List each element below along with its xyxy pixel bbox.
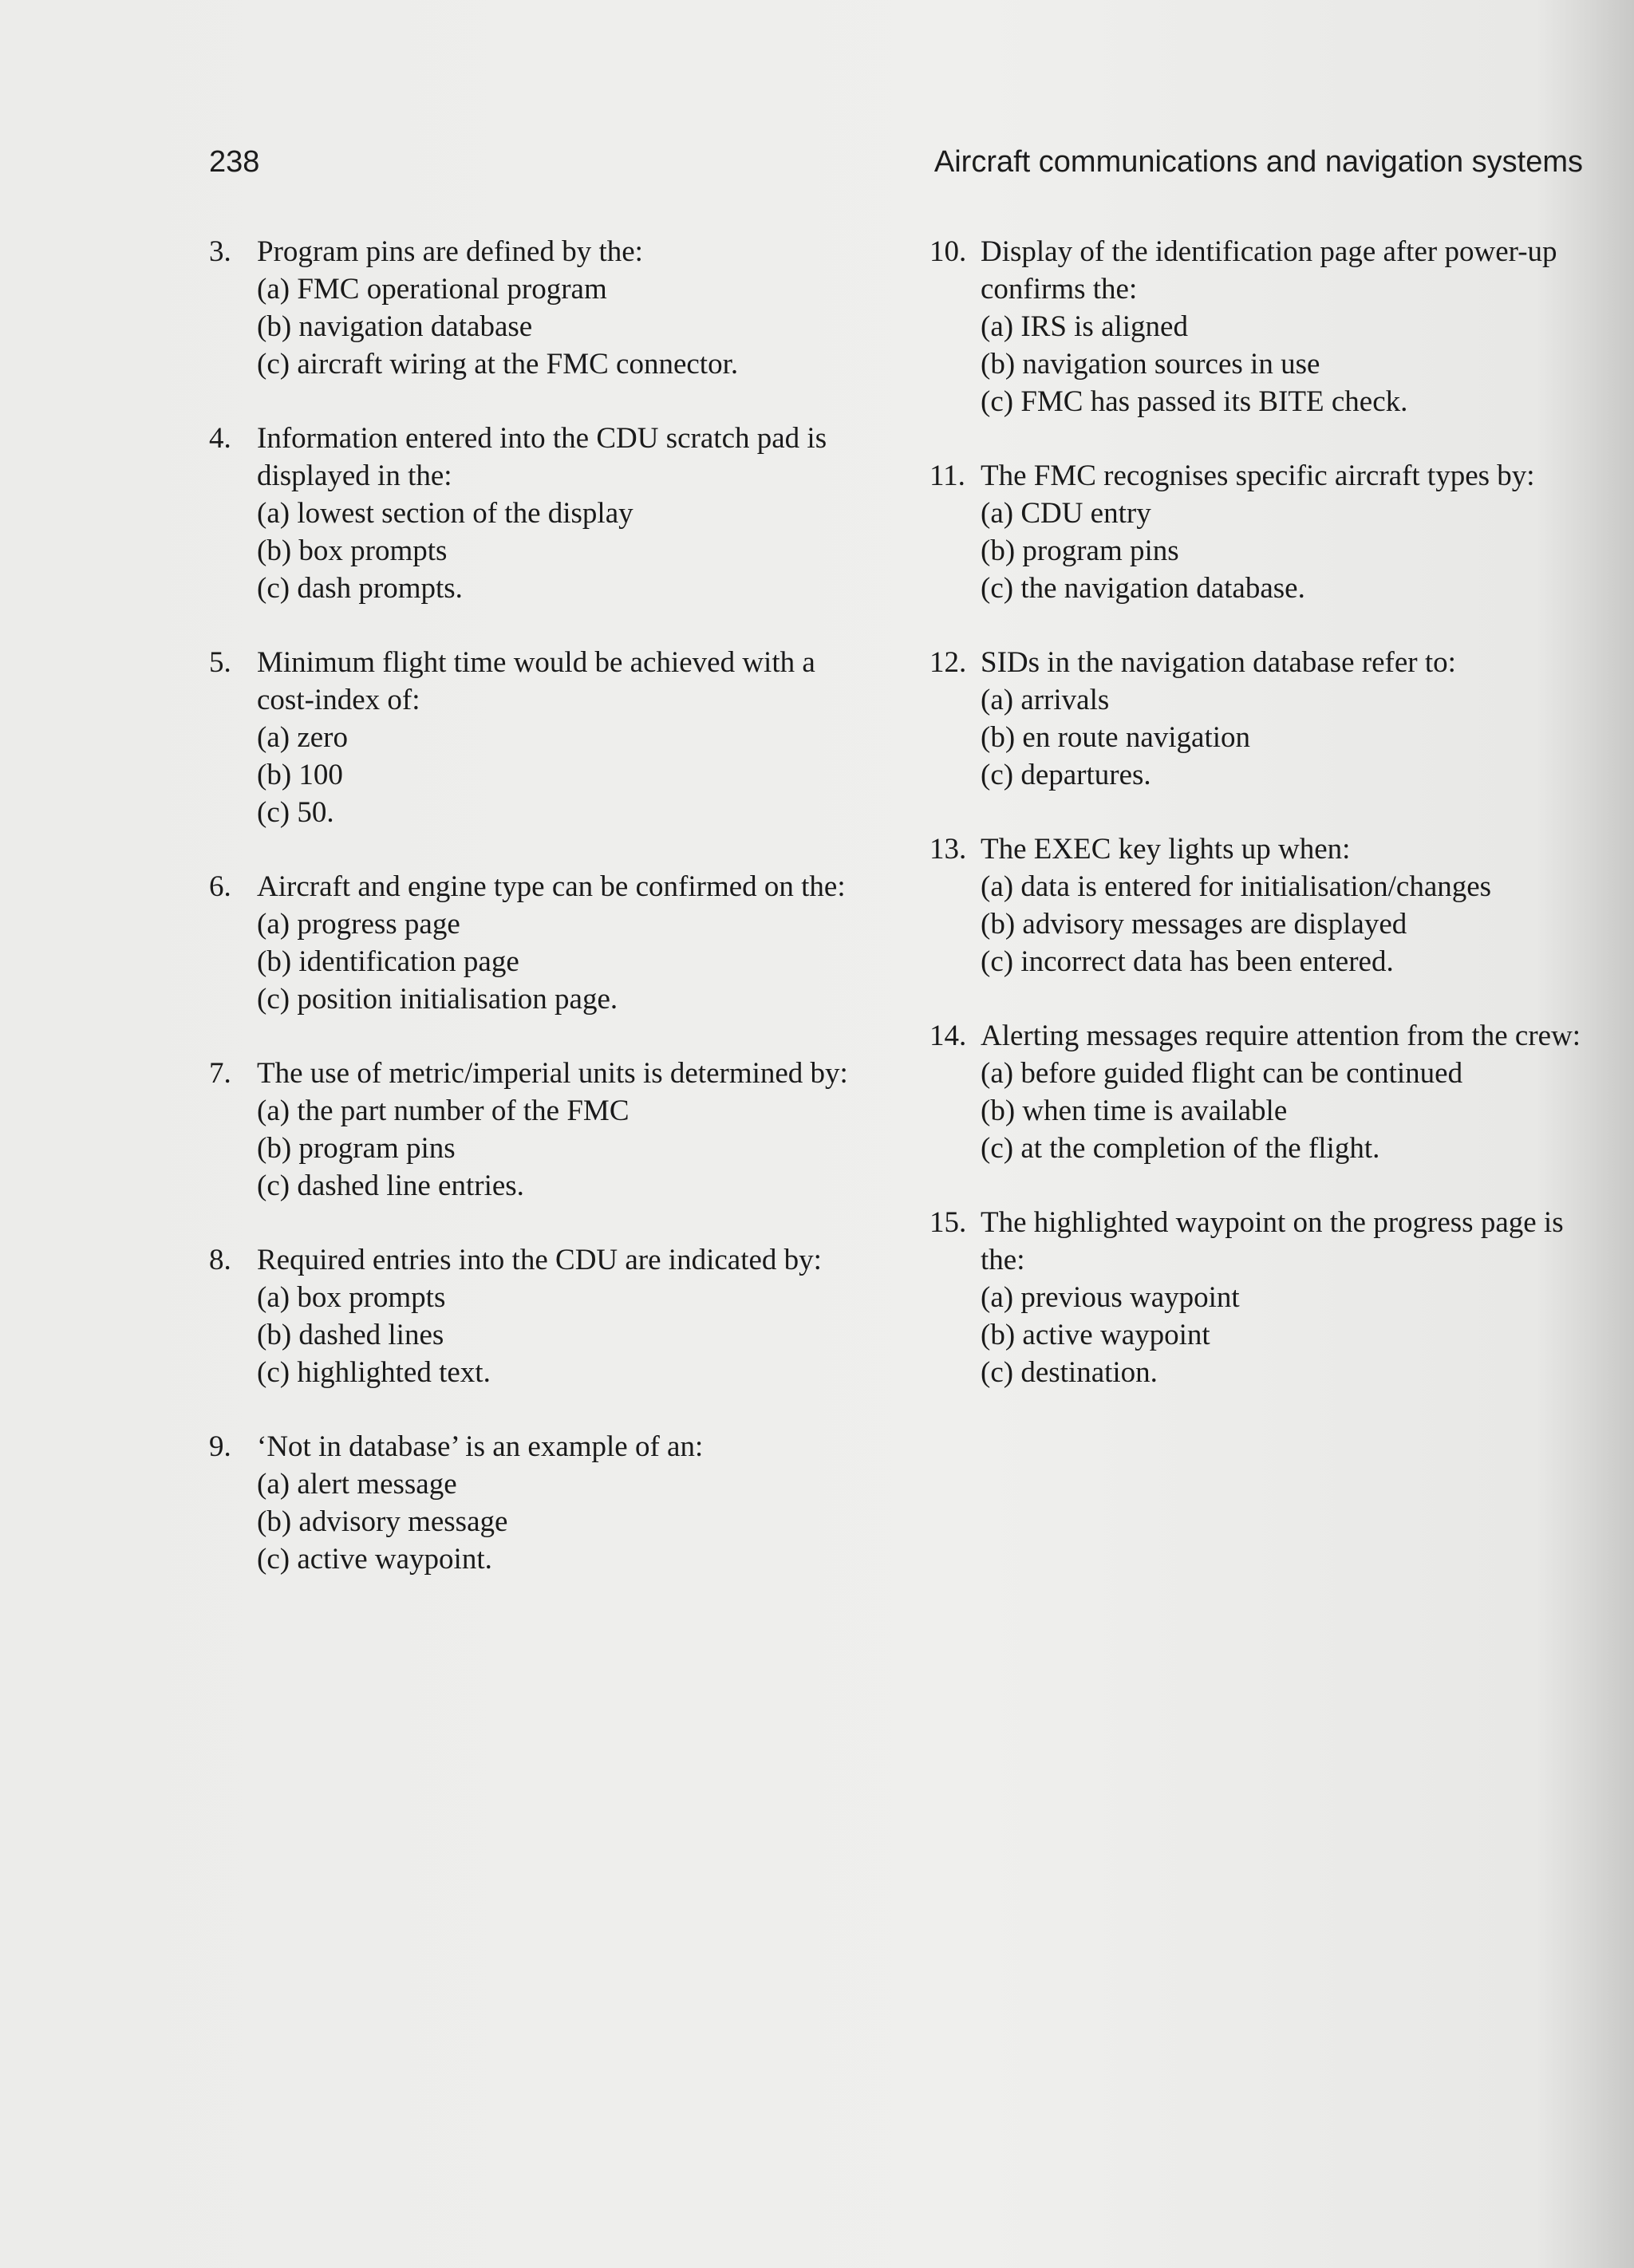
question-stem: Aircraft and engine type can be confirmed on the: bbox=[257, 870, 846, 903]
question-number: 8. bbox=[209, 1244, 231, 1276]
question-stem: Program pins are defined by the: bbox=[257, 235, 643, 268]
question-stem: Display of the identification page after power-up confirms the: bbox=[981, 235, 1557, 306]
option-b: (b) box prompts bbox=[257, 534, 448, 567]
option-a: (a) lowest section of the display bbox=[257, 497, 633, 530]
option-a: (a) previous waypoint bbox=[981, 1281, 1240, 1314]
option-c: (c) dashed line entries. bbox=[257, 1169, 524, 1202]
option-a: (a) box prompts bbox=[257, 1281, 446, 1314]
option-a: (a) before guided flight can be continued bbox=[981, 1057, 1463, 1090]
option-a: (a) progress page bbox=[257, 908, 460, 941]
option-b: (b) advisory message bbox=[257, 1505, 508, 1538]
question-stem: The highlighted waypoint on the progress page is the: bbox=[981, 1206, 1564, 1276]
question-stem: Information entered into the CDU scratch pad is displayed in the: bbox=[257, 422, 827, 492]
option-c: (c) aircraft wiring at the FMC connector. bbox=[257, 348, 739, 381]
option-c: (c) incorrect data has been entered. bbox=[981, 945, 1394, 978]
option-a: (a) CDU entry bbox=[981, 497, 1151, 530]
question-number: 4. bbox=[209, 422, 231, 455]
question-stem: The FMC recognises specific aircraft types by: bbox=[981, 460, 1535, 492]
question-stem: The use of metric/imperial units is determined by: bbox=[257, 1057, 848, 1090]
question-number: 5. bbox=[209, 646, 231, 679]
option-c: (c) destination. bbox=[981, 1356, 1158, 1389]
question-number: 7. bbox=[209, 1057, 231, 1090]
question-stem: Minimum flight time would be achieved with a cost-index of: bbox=[257, 646, 815, 716]
question-14 bbox=[929, 1017, 1584, 1167]
option-b: (b) advisory messages are displayed bbox=[981, 908, 1407, 941]
question-8 bbox=[209, 1241, 879, 1391]
question-number: 12. bbox=[929, 646, 967, 679]
question-stem: SIDs in the navigation database refer to: bbox=[981, 646, 1456, 679]
option-a: (a) alert message bbox=[257, 1468, 457, 1501]
question-12 bbox=[929, 644, 1584, 794]
question-number: 3. bbox=[209, 235, 231, 268]
option-c: (c) the navigation database. bbox=[981, 572, 1305, 605]
question-7 bbox=[209, 1055, 879, 1205]
question-stem: The EXEC key lights up when: bbox=[981, 833, 1351, 866]
option-a: (a) zero bbox=[257, 721, 348, 754]
question-13 bbox=[929, 830, 1584, 980]
option-b: (b) when time is available bbox=[981, 1095, 1288, 1127]
option-c: (c) 50. bbox=[257, 796, 334, 829]
question-number: 9. bbox=[209, 1430, 231, 1463]
option-b: (b) program pins bbox=[981, 534, 1179, 567]
option-b: (b) navigation database bbox=[257, 310, 533, 343]
option-b: (b) dashed lines bbox=[257, 1319, 444, 1351]
question-11 bbox=[929, 457, 1584, 607]
option-c: (c) departures. bbox=[981, 759, 1151, 791]
option-c: (c) FMC has passed its BITE check. bbox=[981, 385, 1408, 418]
option-b: (b) program pins bbox=[257, 1132, 456, 1165]
question-15 bbox=[929, 1204, 1584, 1391]
option-b: (b) navigation sources in use bbox=[981, 348, 1320, 381]
question-4 bbox=[209, 420, 879, 607]
question-number: 11. bbox=[929, 460, 965, 492]
question-stem: ‘Not in database’ is an example of an: bbox=[257, 1430, 704, 1463]
question-number: 13. bbox=[929, 833, 967, 866]
question-number: 10. bbox=[929, 235, 967, 268]
question-number: 14. bbox=[929, 1020, 967, 1052]
option-b: (b) identification page bbox=[257, 945, 519, 978]
option-b: (b) active waypoint bbox=[981, 1319, 1210, 1351]
option-a: (a) data is entered for initialisation/changes bbox=[981, 870, 1492, 903]
page-number: 238 bbox=[209, 145, 260, 179]
question-number: 15. bbox=[929, 1206, 967, 1239]
option-a: (a) arrivals bbox=[981, 684, 1110, 716]
option-c: (c) active waypoint. bbox=[257, 1543, 492, 1576]
right-question-column bbox=[929, 233, 1584, 1428]
question-stem: Alerting messages require attention from the crew: bbox=[981, 1020, 1581, 1052]
option-a: (a) the part number of the FMC bbox=[257, 1095, 630, 1127]
option-c: (c) position initialisation page. bbox=[257, 983, 618, 1016]
question-5 bbox=[209, 644, 879, 831]
question-3 bbox=[209, 233, 879, 383]
option-c: (c) at the completion of the flight. bbox=[981, 1132, 1380, 1165]
question-stem: Required entries into the CDU are indicated by: bbox=[257, 1244, 822, 1276]
option-c: (c) highlighted text. bbox=[257, 1356, 491, 1389]
running-title: Aircraft communications and navigation systems bbox=[933, 145, 1583, 179]
question-6 bbox=[209, 868, 879, 1018]
left-question-column bbox=[209, 233, 879, 1615]
option-a: (a) FMC operational program bbox=[257, 273, 607, 306]
question-9 bbox=[209, 1428, 879, 1578]
option-b: (b) 100 bbox=[257, 759, 343, 791]
question-10 bbox=[929, 233, 1584, 420]
option-b: (b) en route navigation bbox=[981, 721, 1251, 754]
question-number: 6. bbox=[209, 870, 231, 903]
option-a: (a) IRS is aligned bbox=[981, 310, 1188, 343]
option-c: (c) dash prompts. bbox=[257, 572, 463, 605]
